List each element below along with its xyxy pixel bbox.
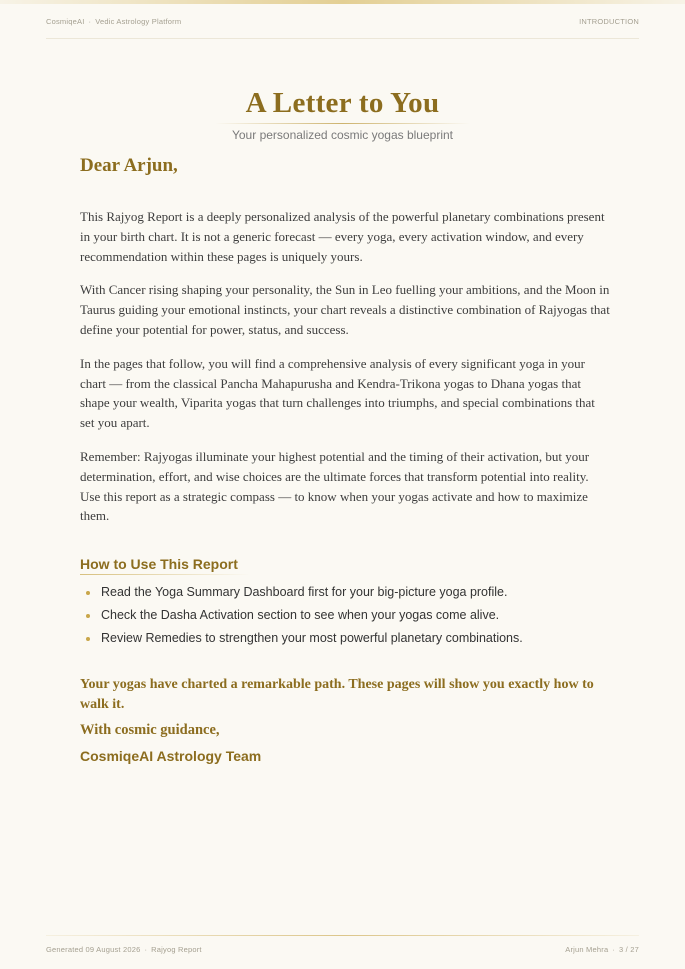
bullet-icon: [86, 591, 90, 595]
page-subtitle: Your personalized cosmic yogas blueprint: [231, 128, 453, 142]
top-gold-line: [0, 0, 685, 4]
page-title: A Letter to You: [245, 87, 440, 119]
list-item: Review Remedies to strengthen your most powerful planetary combinations.: [85, 627, 523, 650]
footer-divider: [46, 935, 639, 936]
signature-team: CosmiqeAI Astrology Team: [80, 748, 262, 764]
footer-page-info: Arjun Mehra · 3 / 27: [565, 945, 639, 954]
header-section: INTRODUCTION: [579, 17, 639, 26]
letter-body: [80, 207, 610, 540]
how-to-heading: How to Use This Report: [80, 556, 238, 572]
header-divider: [46, 38, 639, 39]
bullet-icon: [86, 637, 90, 641]
list-item: Check the Dasha Activation section to see when your yogas come alive.: [85, 604, 523, 627]
page-number: 3 / 27: [619, 945, 639, 954]
letter-paragraph: With Cancer rising shaping your personality, the Sun in Leo fuelling your ambitions, and the Moon in Taurus guiding your emotional instincts, your chart reveals a distinctive combination of Rajyogas that define your potential for power, status, and success.: [80, 282, 610, 337]
how-to-list: [85, 581, 523, 650]
letter-paragraph: In the pages that follow, you will find a comprehensive analysis of every significant yoga in your chart — from the classical Pancha Mahapurusha and Kendra-Trikona yogas to Dhana yogas that shape your wealth, Viparita yogas that turn challenges into triumphs, and special combinations that set you apart.: [80, 355, 595, 431]
footer-generated: Generated 09 August 2026 · Rajyog Report: [46, 945, 202, 954]
letter-greeting: Dear Arjun,: [80, 155, 178, 176]
letter-closing: Your yogas have charted a remarkable path. These pages will show you exactly how to walk it.: [80, 677, 594, 712]
letter-signoff: With cosmic guidance,: [80, 722, 220, 738]
letter-paragraph: This Rajyog Report is a deeply personalized analysis of the powerful planetary combinations present in your birth chart. It is not a generic forecast — every yoga, every activation window, and every recommendation within these pages is uniquely yours.: [80, 209, 605, 264]
how-to-underline: [80, 574, 250, 575]
header-brand: CosmiqeAI · Vedic Astrology Platform: [46, 17, 182, 26]
bullet-icon: [86, 614, 90, 618]
letter-paragraph: Remember: Rajyogas illuminate your highest potential and the timing of their activation, but your determination, effort, and wise choices are the ultimate forces that transform potential into reality. Use this report as a strategic compass — to know when your yogas activate and how to maximize them.: [80, 448, 590, 524]
list-item: Read the Yoga Summary Dashboard first for your big-picture yoga profile.: [85, 581, 523, 604]
title-divider: [215, 123, 470, 124]
